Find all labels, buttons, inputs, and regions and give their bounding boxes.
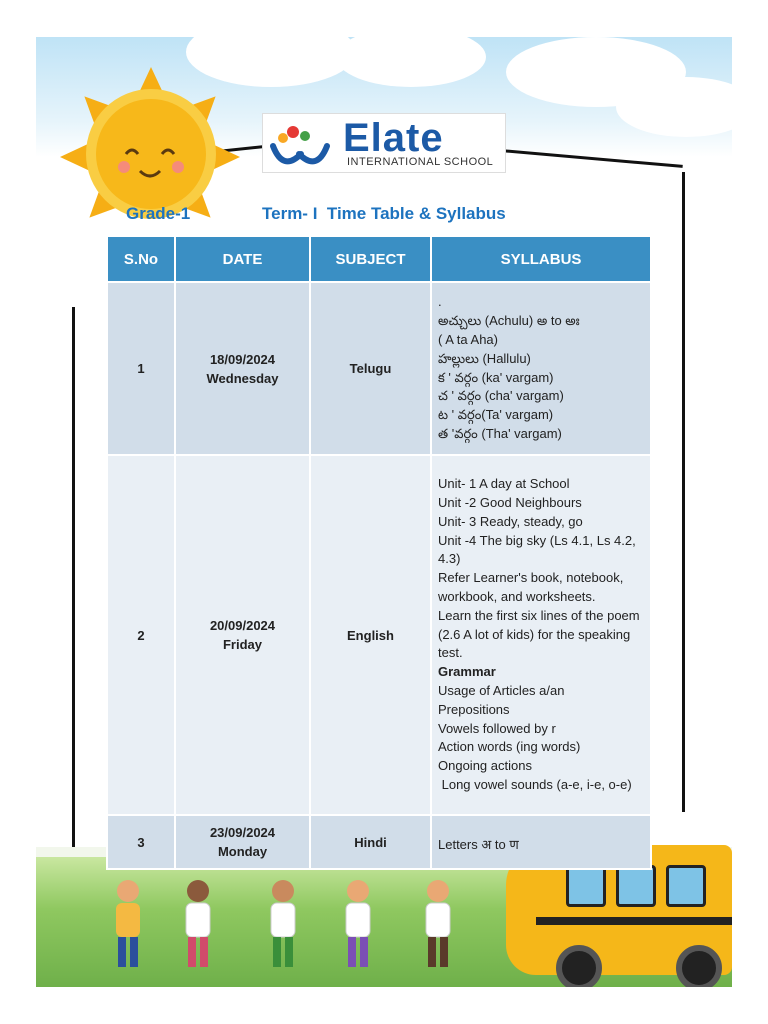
frame-left — [72, 307, 75, 867]
child-figure — [261, 877, 305, 977]
column-header-date: DATE — [175, 236, 310, 282]
syllabus-line: Unit- 1 A day at School — [438, 476, 570, 492]
grammar-line: Prepositions — [438, 701, 510, 717]
page-title: Term- I Time Table & Syllabus — [262, 204, 506, 223]
syllabus-line: త 'వర్గం (Tha' vargam) — [438, 425, 562, 441]
syllabus-line: . — [438, 294, 442, 310]
grammar-line: Action words (ing words) — [438, 739, 581, 755]
column-header-sno: S.No — [107, 236, 175, 282]
logo-name: Elate — [343, 116, 444, 160]
child-figure — [106, 877, 150, 977]
row-sno: 1 — [107, 282, 175, 455]
row-sno: 3 — [107, 815, 175, 869]
syllabus-line: ట ' వర్గం(Ta' vargam) — [438, 407, 554, 423]
row-subject: Telugu — [310, 282, 431, 455]
exam-date: 18/09/2024 — [209, 351, 276, 367]
row-date — [175, 455, 310, 815]
frame-right — [682, 172, 685, 812]
grammar-heading: Grammar — [438, 664, 496, 680]
row-date — [175, 815, 310, 869]
grade-label: Grade-1 — [126, 204, 191, 223]
logo-mark-icon — [269, 122, 339, 170]
logo-subtitle: INTERNATIONAL SCHOOL — [347, 156, 494, 168]
table-row — [107, 815, 651, 869]
table-row — [107, 455, 651, 815]
timetable — [106, 235, 652, 870]
column-header-syllabus: SYLLABUS — [431, 236, 651, 282]
cloud — [36, 227, 106, 297]
row-sno: 2 — [107, 455, 175, 815]
grammar-line: Usage of Articles a/an — [438, 682, 565, 698]
syllabus-line: Refer Learner's book, notebook, workbook, and worksheets. — [438, 570, 624, 604]
row-syllabus — [431, 815, 651, 869]
grammar-line: Long vowel sounds (a-e, i-e, o-e) — [438, 776, 632, 792]
syllabus-line: అచ్చులు (Achulu) అ to అః — [438, 313, 580, 329]
row-subject: Hindi — [310, 815, 431, 869]
grammar-line: Vowels followed by r — [438, 720, 556, 736]
row-date — [175, 282, 310, 455]
grammar-line: Ongoing actions — [438, 758, 532, 774]
exam-day: Friday — [222, 637, 262, 652]
syllabus-line: చ ' వర్గం (cha' vargam) — [438, 388, 564, 404]
syllabus-line: ( A ta Aha) — [438, 331, 498, 347]
syllabus-line: Unit -4 The big sky (Ls 4.1, Ls 4.2, 4.3) — [438, 532, 636, 567]
child-figure — [416, 877, 460, 977]
syllabus-line: Unit -2 Good Neighbours — [438, 495, 582, 511]
exam-date: 20/09/2024 — [209, 618, 276, 633]
child-figure — [176, 877, 220, 977]
exam-day: Wednesday — [206, 370, 279, 386]
row-syllabus — [431, 282, 651, 455]
cloud — [666, 237, 732, 307]
syllabus-line: Learn the first six lines of the poem (2.6 A lot of kids) for the speaking test. — [438, 607, 640, 661]
column-header-subject: SUBJECT — [310, 236, 431, 282]
exam-day: Monday — [217, 844, 268, 859]
table-header-row — [107, 236, 651, 282]
child-figure — [336, 877, 380, 977]
syllabus-line: హల్లులు (Hallulu) — [438, 350, 531, 366]
syllabus-line: Letters अ to ण — [438, 836, 519, 852]
row-subject: English — [310, 455, 431, 815]
row-syllabus — [431, 455, 651, 815]
exam-date: 23/09/2024 — [209, 825, 276, 840]
syllabus-line: Unit- 3 Ready, steady, go — [438, 513, 583, 529]
syllabus-line: క ' వర్గం (ka' vargam) — [438, 369, 554, 385]
school-logo — [262, 113, 506, 173]
table-row — [107, 282, 651, 455]
